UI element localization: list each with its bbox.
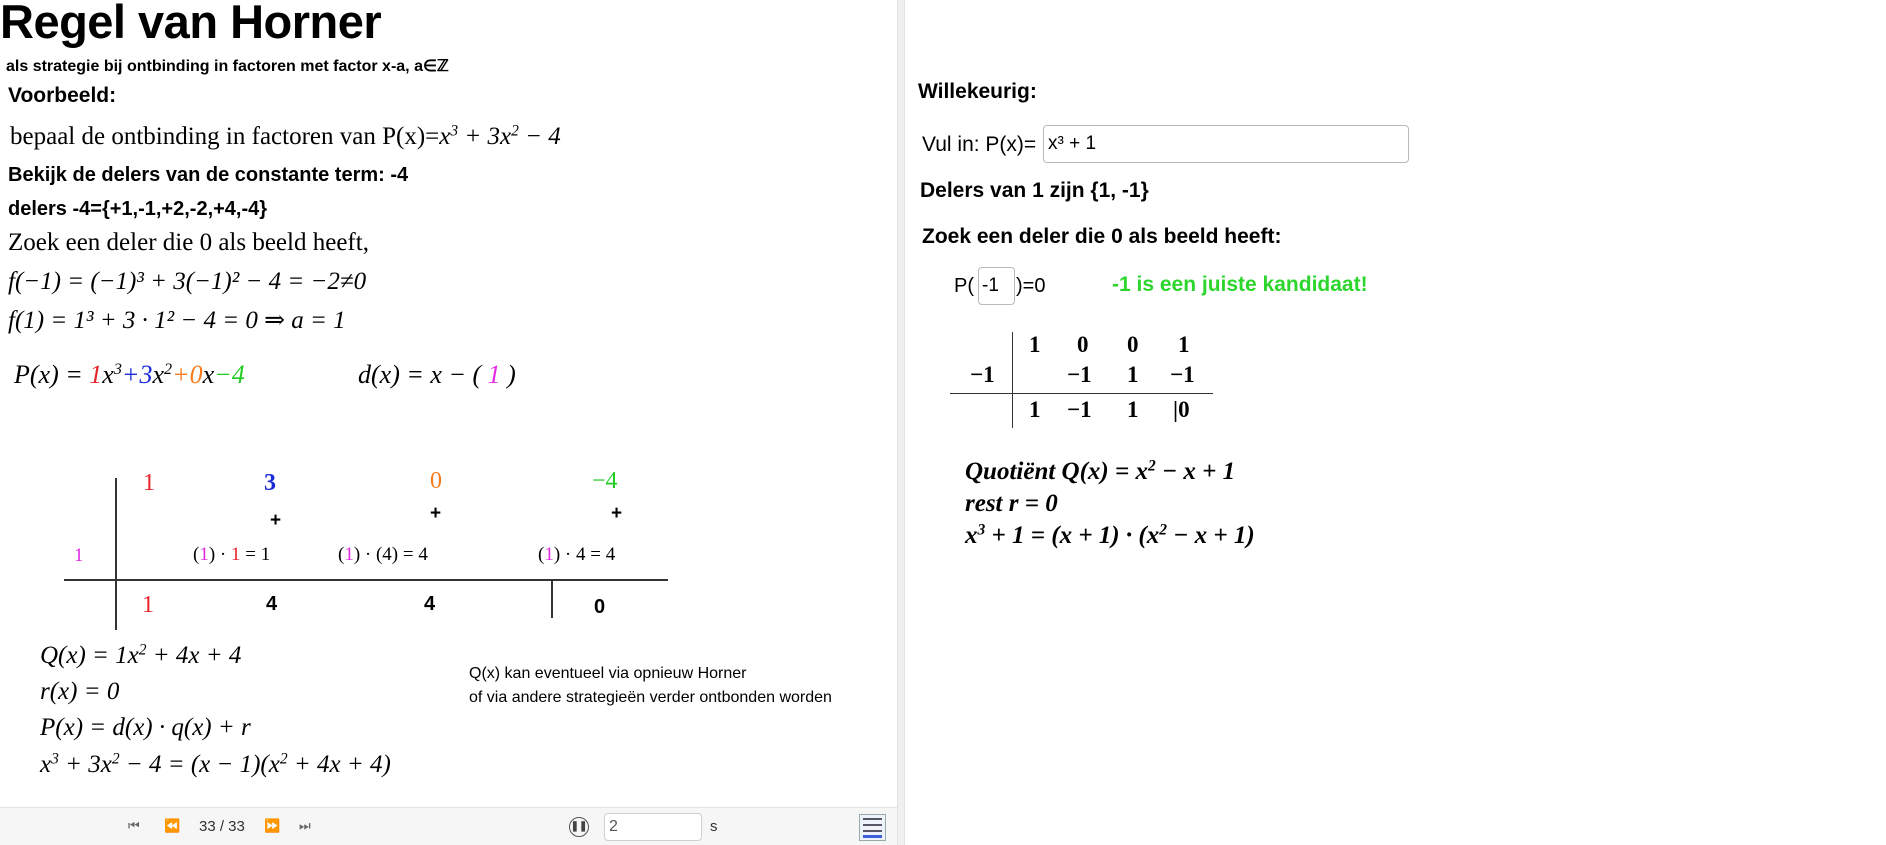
quotient-formula: $Q(x) = 1x^2 + 4x + 4$ <box>40 641 242 669</box>
left-pane <box>0 0 897 845</box>
table-row2-col4: −1 <box>1170 362 1195 387</box>
horner-coef-3: 0 <box>430 468 442 494</box>
table-row1-col2: 0 <box>1077 332 1089 357</box>
table-row3-col4: |0 <box>1173 397 1190 422</box>
p-close: )=0 <box>1016 275 1046 297</box>
speed-input[interactable] <box>604 813 702 841</box>
horner-plus-2: + <box>430 503 442 524</box>
coefficient-formula: $P(x) = 1x^3+3x^2+0x-4$ <box>14 360 245 389</box>
willekeurig-label: Willekeurig: <box>918 80 1037 103</box>
horner-result-3: 4 <box>424 593 436 615</box>
factorization-result: $x^3 + 1 = (x + 1) \cdot (x^2 - x + 1)$ <box>965 521 1255 549</box>
last-step-icon[interactable]: ⏭ <box>299 818 311 833</box>
remainder-formula: r(x) = 0 <box>40 678 120 705</box>
bekijk-text: Bekijk de delers van de constante term: -4 <box>8 164 409 186</box>
voorbeeld-label: Voorbeeld: <box>8 84 117 107</box>
horner-result-2: 4 <box>266 593 278 615</box>
horner-result-4: 0 <box>594 596 606 618</box>
next-step-icon[interactable]: ⏩ <box>264 818 281 833</box>
divisor-formula: d(x) = x − ( 1 ) <box>358 360 516 389</box>
candidate-result: -1 is een juiste kandidaat! <box>1112 273 1368 296</box>
table-row1-col4: 1 <box>1178 332 1190 357</box>
algebra-view-icon[interactable] <box>859 814 886 841</box>
horner-vertical-line <box>115 478 117 630</box>
horner-coef-4: −4 <box>592 468 618 494</box>
horner-mid-2: (1) · (4) = 4 <box>338 544 428 565</box>
table-row1-col3: 0 <box>1127 332 1139 357</box>
previous-step-icon[interactable]: ⏪ <box>164 818 181 833</box>
page-counter: 33 / 33 <box>199 818 245 835</box>
horner-coef-1: 1 <box>143 470 155 496</box>
page-title: Regel van Horner <box>0 0 382 48</box>
bepaal-text: bepaal de ontbinding in factoren van P(x)= <box>10 123 440 150</box>
zoek-text: Zoek een deler die 0 als beeld heeft, <box>8 229 369 256</box>
table-vertical-line <box>1012 332 1013 428</box>
vulin-label: Vul in: P(x)= <box>922 133 1037 156</box>
animation-toolbar <box>0 807 897 845</box>
speed-unit: s <box>710 818 718 835</box>
rest-result: rest r = 0 <box>965 490 1058 517</box>
note-line-2: of via andere strategieën verder ontbonden worden <box>469 689 832 706</box>
table-horizontal-line <box>950 393 1213 394</box>
table-row1-col1: 1 <box>1029 332 1041 357</box>
table-divisor: −1 <box>970 362 995 387</box>
table-row2-col2: −1 <box>1067 362 1092 387</box>
horner-mid-1: (1) · 1 = 1 <box>193 544 271 565</box>
horner-horizontal-line <box>64 579 668 581</box>
first-step-icon[interactable]: ⏮ <box>128 818 140 833</box>
table-row3-col3: 1 <box>1127 397 1139 422</box>
delers-result: Delers van 1 zijn {1, -1} <box>920 179 1149 202</box>
horner-mid-3: (1) · 4 = 4 <box>538 544 616 565</box>
subtitle: als strategie bij ontbinding in factoren met factor x-a, a∈ℤ <box>6 58 449 75</box>
table-row2-col3: 1 <box>1127 362 1139 387</box>
pause-button[interactable]: ❚❚ <box>569 817 589 837</box>
panel-divider[interactable] <box>897 0 905 845</box>
horner-plus-1: + <box>270 510 282 531</box>
quotient-result: Quotiënt $Q(x) = x^2 - x + 1$ <box>965 457 1236 485</box>
polynomial-input[interactable] <box>1043 125 1409 163</box>
zoek-label: Zoek een deler die 0 als beeld heeft: <box>922 225 1282 248</box>
table-row3-col2: −1 <box>1067 397 1092 422</box>
candidate-input[interactable] <box>978 267 1015 305</box>
bepaal-line <box>10 122 561 151</box>
delers-text: delers -4={+1,-1,+2,-2,+4,-4} <box>8 198 268 220</box>
division-identity-formula: P(x) = d(x) · q(x) + r <box>40 714 251 741</box>
table-row3-col1: 1 <box>1029 397 1041 422</box>
horner-result-1: 1 <box>142 592 154 618</box>
horner-plus-3: + <box>611 503 623 524</box>
right-pane <box>905 0 1886 845</box>
note-line-1: Q(x) kan eventueel via opnieuw Horner <box>469 665 747 682</box>
horner-remainder-line <box>551 581 553 618</box>
p-open: P( <box>954 275 974 297</box>
polynomial-formula: $x^3 + 3x^2 - 4$ <box>439 122 561 150</box>
horner-divisor: 1 <box>74 545 84 566</box>
horner-coef-2: 3 <box>264 470 276 496</box>
final-factorization-formula: $x^3 + 3x^2 - 4 = (x - 1)(x^2 + 4x + 4)$ <box>40 750 391 778</box>
f-1-formula: f(1) = 1³ + 3 · 1² − 4 = 0 ⇒ a = 1 <box>8 307 346 334</box>
f-minus1-formula: f(−1) = (−1)³ + 3(−1)² − 4 = −2≠0 <box>8 268 367 295</box>
